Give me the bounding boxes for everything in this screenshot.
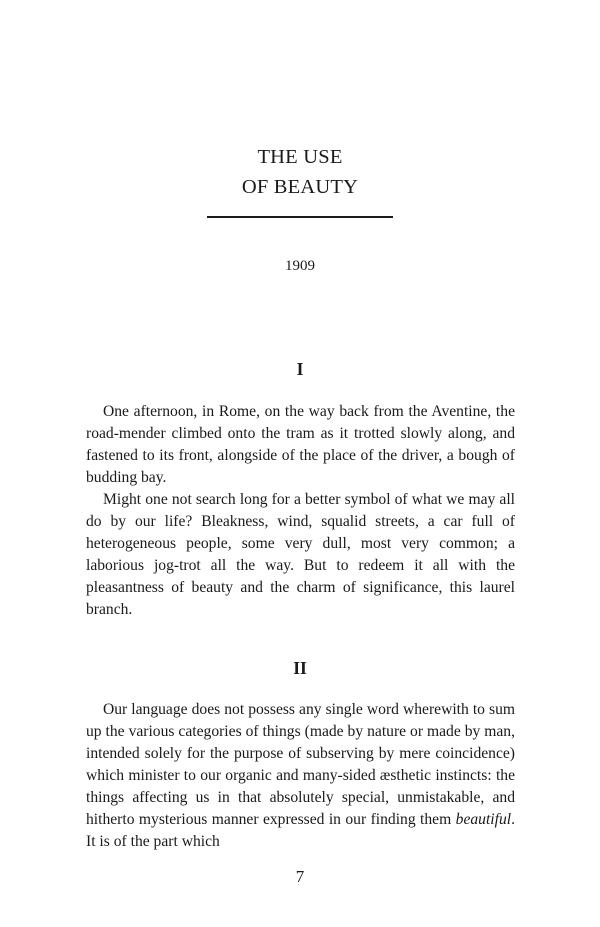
- section-2-text: [86, 699, 515, 853]
- chapter-title: [0, 142, 600, 202]
- chapter-year: 1909: [285, 258, 315, 274]
- paragraph: Might one not search long for a better symbol of what we may all do by our life? Bleakness, wind, squalid streets, a car full of heterogeneous people, some very dull, most very common; a laborious jog-trot all the way. But to redeem it all with the pleasantness of beauty and the charm of significance, this laurel branch.: [86, 491, 515, 618]
- paragraph-text: Our language does not possess any single word wherewith to sum up the various categories of things (made by nature or made by man, intended solely for the purpose of subserving by mere coincidence) which minister to our organic and many-sided æsthetic instincts: the things affecting us in that absolutely special, unmistakable, and hitherto mysterious manner expressed in our finding them: [86, 701, 515, 828]
- chapter-title-line-2: OF BEAUTY: [241, 176, 359, 198]
- chapter-title-line-1: THE USE: [257, 146, 343, 168]
- paragraph: One afternoon, in Rome, on the way back from the Aventine, the road-mender climbed onto the tram as it trotted slowly along, and fastened to its front, alongside of the place of the driver, a bough of budding bay.: [86, 403, 515, 486]
- section-numeral-1: I: [296, 359, 304, 379]
- page-number: 7: [295, 867, 305, 886]
- section-1-text: [86, 401, 515, 621]
- paragraph-text: . It is of the part which: [86, 811, 515, 850]
- title-divider: [207, 216, 393, 218]
- italic-word: beautiful: [455, 811, 512, 828]
- section-numeral-2: II: [293, 658, 307, 678]
- paragraph: [86, 699, 515, 853]
